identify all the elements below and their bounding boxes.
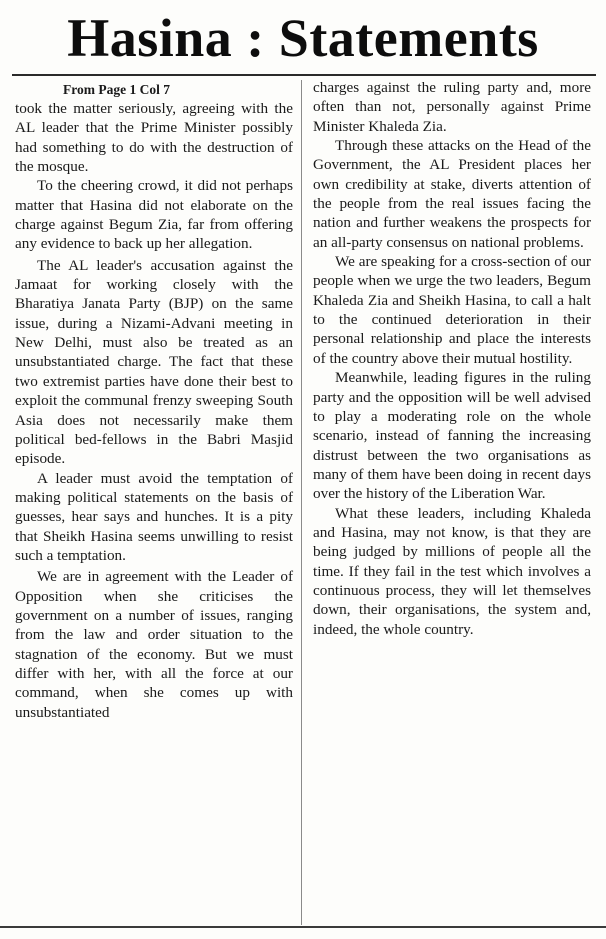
paragraph: To the cheering crowd, it did not perhaps matter that Hasina did not elaborate on the charge against Begum Zia, far from offering any evidence to back up her allegation. bbox=[15, 177, 293, 253]
paragraph: took the matter seriously, agreeing with the AL leader that the Prime Minister possibly had something to do with the destruction of the mosque. bbox=[15, 100, 293, 176]
right-column bbox=[313, 78, 591, 639]
paragraph: A leader must avoid the temptation of making political statements on the basis of guesses, hear says and hunches. It is a pity that Sheikh Hasina seems unwilling to resist such a temptation. bbox=[15, 469, 293, 564]
paragraph: charges against the ruling party and, more often than not, personally against Prime Minister Khaleda Zia. bbox=[313, 79, 591, 135]
paragraph: We are speaking for a cross-section of our people when we urge the two leaders, Begum Khaleda Zia and Sheikh Hasina, to call a halt to the continued deterioration in their personal relationship and place the interests of the country above their mutual hostility. bbox=[313, 253, 591, 367]
paragraph: Through these attacks on the Head of the Government, the AL President places her own credibility at stake, diverts attention of the people from the real issues facing the nation and further weakens the prospects for an all-party consensus on national problems. bbox=[313, 137, 591, 251]
headline-rule bbox=[12, 74, 596, 76]
paragraph: What these leaders, including Khaleda and Hasina, may not know, is that they are being judged by millions of people all the time. If they fail in the test which involves a continuous process, they will let themselves down, their organisations, the system and, indeed, the whole country. bbox=[313, 504, 591, 638]
headline: Hasina : Statements bbox=[67, 8, 539, 68]
jump-line: From Page 1 Col 7 bbox=[63, 82, 170, 97]
left-column bbox=[15, 80, 293, 722]
paragraph: The AL leader's accusation against the Jamaat for working closely with the Bharatiya Janata Party (BJP) on the same issue, during a Nizami-Advani meeting in New Delhi, must also be treated as an unsubstantiated charge. The fact that these two extremist parties have done their best to exploit the communal frenzy sweeping South Asia does not necessarily make them political bed-fellows in the Babri Masjid episode. bbox=[15, 256, 293, 468]
bottom-rule bbox=[0, 926, 606, 928]
column-divider bbox=[301, 80, 302, 925]
paragraph: We are in agreement with the Leader of Opposition when she criticises the government on a number of issues, ranging from the law and order situation to the stagnation of the economy. But we must differ with her, with all the force at our command, when she comes up with unsubstantiated bbox=[15, 568, 293, 721]
paragraph: Meanwhile, leading figures in the ruling party and the opposition will be well advised to play a moderating role on the whole scenario, instead of fanning the increasing distrust between the two organisations as many of them have been doing in recent days over the history of the Liberation War. bbox=[313, 369, 591, 503]
